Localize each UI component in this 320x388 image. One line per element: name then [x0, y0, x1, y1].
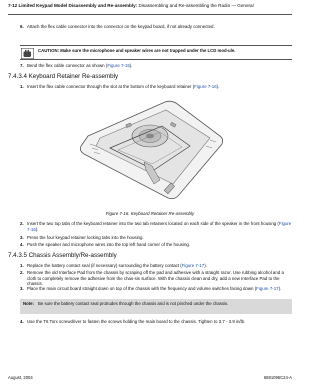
step-text: Insert the two top tabs of the keyboard retainer into the two tab retainers located on each side of the speaker in the front housing (Figure 7-16).	[27, 221, 292, 232]
caution-text: CAUTION: Make sure the microphone and speaker wires are not trapped under the LCD mod-ule.	[38, 48, 236, 53]
step-text: Replace the battery contact seal (if necessary) surrounding the battery contact (Figure 7-17).	[27, 263, 207, 268]
figure-link[interactable]: Figure 7-16	[27, 221, 292, 232]
step-number: 1.	[20, 263, 24, 268]
caution-hand-icon	[21, 48, 34, 59]
header-subtitle: Disassembling and Re-assembling the Radio — General	[137, 3, 254, 8]
step-number: 3.	[20, 235, 24, 240]
page-header	[8, 3, 292, 15]
footer-date: August, 2004	[8, 375, 33, 380]
step-number: 4.	[20, 242, 24, 247]
header-section: 7-12 Limited Keypad Model Disassembly and Re-assembly:	[8, 3, 138, 8]
step-number: 6.	[20, 24, 24, 29]
step-text: Attach the flex cable connector into the connector on the keypad board, if not already connected.	[27, 24, 215, 29]
section-heading-chassis: 7.4.3.5 Chassis Assembly/Re-assembly	[8, 252, 117, 259]
step-number: 2.	[20, 270, 24, 275]
step-text: Press the four keypad retainer locking tabs into the housing.	[27, 235, 144, 240]
note-label: Note:	[23, 301, 34, 306]
step-number: 1.	[20, 84, 24, 89]
step-7	[20, 63, 292, 69]
caution-box	[20, 45, 292, 60]
keyboard-step-3	[20, 235, 292, 241]
step-text: Bend the flex cable connector as shown (Figure 7-15).	[27, 63, 133, 68]
chassis-step-4	[20, 319, 292, 325]
figure-link[interactable]: Figure 7-17	[181, 263, 205, 268]
keyboard-step-4	[20, 242, 292, 248]
keyboard-step-2	[20, 221, 292, 232]
figure-link[interactable]: Figure 7-15	[107, 63, 130, 68]
page-footer	[8, 375, 292, 383]
section-heading-keyboard: 7.4.3.4 Keyboard Retainer Re-assembly	[8, 73, 119, 80]
chassis-step-3	[20, 286, 292, 292]
step-number: 3.	[20, 286, 24, 291]
step-number: 2.	[20, 221, 24, 226]
keyboard-retainer-illustration	[70, 96, 230, 206]
chassis-step-2	[20, 270, 292, 287]
figure-link[interactable]: Figure 7-17	[256, 286, 279, 291]
figure-caption: Figure 7-16. Keyboard Retainer Re-assembly	[105, 211, 195, 216]
step-number: 7.	[20, 63, 24, 68]
step-text: Place the main circuit board straight down on top of the chassis with the frequency and volume switches facing down (Figure 7-17).	[27, 286, 282, 291]
figure-link[interactable]: Figure 7-16	[194, 84, 217, 89]
step-text: Insert the flex cable connector through the slot at the bottom of the keyboard retainer (Figure 7-16).	[27, 84, 220, 89]
note-box	[20, 299, 292, 314]
chassis-step-1	[20, 263, 292, 269]
step-text: Use the T6 Torx screwdriver to fasten the screws holding the main board to the chassis. Tighten to 3.7 - 3.9 in/lb.	[27, 319, 246, 324]
note-text: Be sure the battery contact seal protrudes through the chassis and is not pinched under the chassis.	[38, 301, 229, 306]
step-text: Remove the old Interface Pad from the chassis by scraping off the pad and adhesive with a straight razor. Use rubbing alcohol and a cloth to completely remove the adhesive from the chas-sis surface. With the chassis clean and dry, add a new Interface Pad to the chassis.	[27, 270, 284, 287]
footer-doc-number: 6881096C24-A	[263, 375, 292, 380]
step-text: Push the speaker and microphone wires into the top left hand corner of the housing.	[27, 242, 191, 247]
keyboard-step-1	[20, 84, 292, 90]
step-6	[20, 24, 292, 30]
step-number: 4.	[20, 319, 24, 324]
